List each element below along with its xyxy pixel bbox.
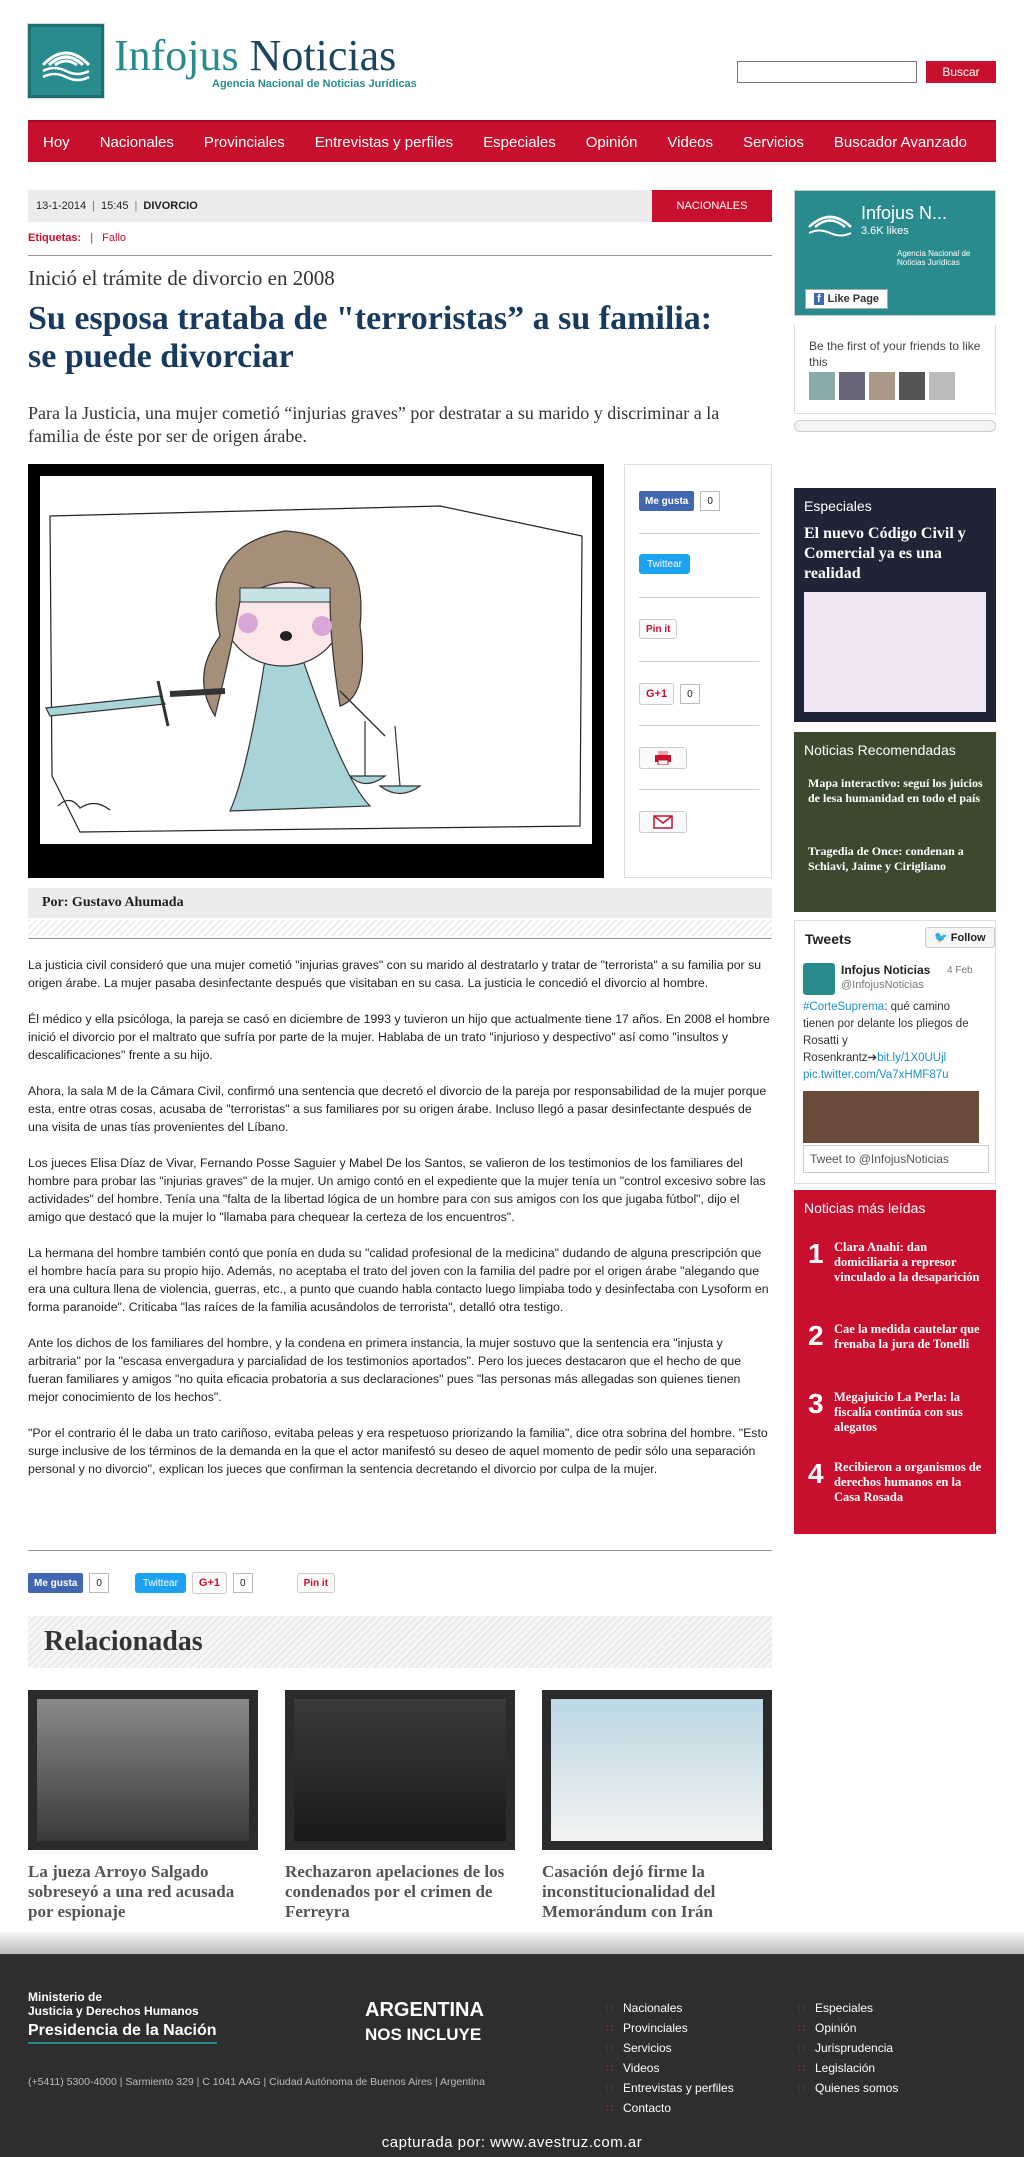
related-card-title[interactable]: La jueza Arroyo Salgado sobreseyó a una red acusada por espionaje	[28, 1862, 235, 1921]
divider	[28, 938, 772, 939]
avatar[interactable]	[839, 372, 865, 400]
especiales-image[interactable]	[804, 592, 986, 712]
footer-link[interactable]: ∷ Especiales	[798, 1998, 898, 2018]
meta-separator: |	[134, 200, 138, 212]
footer-link[interactable]: ∷ Quienes somos	[798, 2078, 898, 2098]
footer-address: (+5411) 5300-4000 | Sarmiento 329 | C 1041 AAG | Ciudad Autónoma de Buenos Aires | Argentina	[28, 2076, 485, 2088]
especiales-title: Especiales	[804, 498, 872, 514]
related-card[interactable]	[542, 1690, 772, 1922]
article-tags	[28, 232, 126, 244]
article-author: Por: Gustavo Ahumada	[28, 888, 772, 918]
footer-links-col-2	[798, 1998, 898, 2098]
site-title[interactable]: Infojus Noticias	[114, 31, 397, 80]
gplus-button[interactable]: G+1	[639, 683, 674, 705]
tweet-body: : qué camino tienen por delante los pliegos de Rosatti y Rosenkrantz➔	[803, 1001, 969, 1064]
recomendadas-box	[794, 732, 996, 912]
mas-leidas-item[interactable]: Cae la medida cautelar que frenaba la jura de Tonelli	[834, 1322, 980, 1351]
article-paragraph: "Por el contrario él le daba un trato cariñoso, evitaba peleas y era respetuoso priorizando la familia", dice otra sobrina del hombre. "Esto surge inclusive de los términos de la demanda en la que el actor manifestó su deseo de aquel momento de pedir sólo una separación personal y no divorcio", explican los jueces que confirman la sentencia decretando el divorcio por culpa de la mujer.	[28, 1426, 768, 1476]
nav-item-servicios[interactable]: Servicios	[743, 133, 804, 151]
footer-link[interactable]: ∷ Jurisprudencia	[798, 2038, 898, 2058]
article-meta	[28, 190, 652, 222]
pinterest-row	[639, 619, 677, 639]
facebook-page-subtitle: Agencia Nacional de Noticias Jurídicas	[897, 249, 971, 267]
email-button[interactable]	[639, 811, 687, 833]
meta-separator: |	[92, 200, 96, 212]
rank-number: 1	[808, 1238, 824, 1269]
nav-item-provinciales[interactable]: Provinciales	[203, 133, 285, 151]
site-subtitle: Agencia Nacional de Noticias Jurídicas	[212, 78, 417, 90]
nav-item-entrevistas[interactable]: Entrevistas y perfiles	[314, 133, 454, 151]
rank-number: 4	[808, 1458, 824, 1489]
article-illustration	[28, 464, 604, 878]
gplus-row	[639, 683, 700, 705]
tweet-compose-input[interactable]: Tweet to @InfojusNoticias	[803, 1145, 989, 1173]
decorative-hatch	[28, 920, 772, 936]
article-headline: Su esposa trataba de "terroristas” a su familia: se puede divorciar	[28, 300, 713, 375]
tweet-text	[803, 999, 979, 1084]
tweet-date[interactable]: 4 Feb	[947, 965, 973, 976]
mas-leidas-item[interactable]: Megajuicio La Perla: la fiscalía continúa con sus alegatos	[834, 1390, 963, 1434]
facebook-page-name[interactable]: Infojus N...	[861, 203, 948, 223]
tweet-author-name[interactable]: Infojus Noticias	[841, 963, 931, 977]
article-body	[28, 956, 772, 1496]
footer-shadow	[0, 1932, 1024, 1954]
mas-leidas-item[interactable]: Recibieron a organismos de derechos humanos en la Casa Rosada	[834, 1460, 982, 1504]
footer-link[interactable]: ∷ Contacto	[606, 2098, 734, 2118]
related-image[interactable]	[542, 1690, 772, 1850]
nav-item-nacionales[interactable]: Nacionales	[99, 133, 174, 151]
nav-item-hoy[interactable]: Hoy	[43, 133, 70, 151]
footer-link[interactable]: ∷ Videos	[606, 2058, 734, 2078]
related-card-title[interactable]: Casación dejó firme la inconstitucionalidad del Memorándum con Irán	[542, 1862, 716, 1921]
footer-link[interactable]: ∷ Legislación	[798, 2058, 898, 2078]
twitter-follow-label: Follow	[950, 932, 986, 944]
article-kicker: Inició el trámite de divorcio en 2008	[28, 266, 335, 290]
recomendadas-item[interactable]: Tragedia de Once: condenan a Schiavi, Jaime y Cirigliano	[808, 844, 964, 873]
article-date: 13-1-2014	[36, 200, 87, 212]
footer-link[interactable]: ∷ Opinión	[798, 2018, 898, 2038]
facebook-friends-text: Be the first of your friends to like this	[809, 339, 981, 369]
pin-it-button[interactable]: Pin it	[297, 1573, 335, 1593]
divider	[639, 533, 759, 534]
footer-link[interactable]: ∷ Entrevistas y perfiles	[606, 2078, 734, 2098]
site-logo[interactable]	[28, 24, 104, 98]
search-button[interactable]: Buscar	[926, 61, 996, 83]
facebook-like-button[interactable]: Me gusta	[639, 491, 694, 511]
footer-link[interactable]: ∷ Nacionales	[606, 1998, 734, 2018]
tweet-link[interactable]: bit.ly/1X0UUjl	[877, 1052, 947, 1064]
footer-links-col-1	[606, 1998, 734, 2118]
envelope-icon	[653, 815, 673, 829]
mas-leidas-box	[794, 1190, 996, 1534]
recomendadas-title: Noticias Recomendadas	[804, 742, 956, 758]
logo-emblem-icon	[805, 205, 855, 245]
facebook-like-button[interactable]: Me gusta	[28, 1573, 83, 1593]
divider	[639, 661, 759, 662]
argentina-line-2: NOS INCLUYE	[365, 2025, 482, 2044]
divider	[28, 1550, 772, 1551]
avatar[interactable]	[809, 372, 835, 400]
twitter-follow-button[interactable]	[925, 927, 995, 948]
tweet-image[interactable]	[803, 1091, 979, 1143]
article-time: 15:45	[101, 200, 129, 212]
justice-drawing-icon	[40, 476, 592, 844]
ministry-line-2: Justicia y Derechos Humanos	[28, 2004, 199, 2018]
rank-number: 2	[808, 1320, 824, 1351]
search-input[interactable]	[737, 61, 917, 83]
argentina-line-1: ARGENTINA	[365, 1999, 484, 2021]
illustration-canvas	[40, 476, 592, 844]
nav-item-opinion[interactable]: Opinión	[585, 133, 638, 151]
article-paragraph: La hermana del hombre también contó que ponía en duda su "calidad profesional de la medicina" dudando de alguna prescripción que el hombre hacía para su propio hijo. Además, no aceptaba el trato del joven con la familia del padre por el origen árabe "alegando que era una cultura llena de violencia, guerras, etc., a punto que cuando habla contacto luego limpiaba todo y desinfectaba con Lysoform en forma paranoide". Criticaba "las raíces de la familia acusándolos de terrorista", detalló otra testigo.	[28, 1246, 769, 1314]
related-card[interactable]	[28, 1690, 258, 1922]
nav-item-videos[interactable]: Videos	[667, 133, 714, 151]
tags-label: Etiquetas:	[28, 232, 82, 244]
presidencia-logo[interactable]: Presidencia de la Nación	[28, 2022, 217, 2044]
mas-leidas-title: Noticias más leídas	[804, 1200, 926, 1216]
avatar[interactable]	[929, 372, 955, 400]
divider	[639, 789, 759, 790]
share-bar-bottom	[28, 1572, 335, 1594]
article-lead: Para la Justicia, una mujer cometió “injurias graves” por destratar a su marido y discriminar a la familia de éste por ser de origen árabe.	[28, 403, 720, 446]
facebook-widget-scrollbar[interactable]	[794, 420, 996, 432]
facebook-friends-avatars	[809, 372, 959, 400]
facebook-f-icon: f	[814, 293, 824, 305]
tweet-avatar[interactable]	[803, 963, 835, 995]
logo-emblem-icon	[39, 35, 93, 89]
main-nav	[28, 120, 996, 162]
tweet-button[interactable]: Twittear	[135, 1573, 186, 1593]
avatar[interactable]	[869, 372, 895, 400]
related-image[interactable]	[285, 1690, 515, 1850]
nav-item-especiales[interactable]: Especiales	[483, 133, 556, 151]
site-footer	[0, 1954, 1024, 2157]
especiales-box[interactable]	[794, 488, 996, 722]
article-paragraph: Él médico y ella psicóloga, la pareja se casó en diciembre de 1993 y tuvieron un hijo que actualmente tiene 17 años. En 2008 el hombre inició el divorcio por el maltrato que sufría por parte de la mujer. Hablaba de un trato "injurioso y despectivo" así como "insultos y descalificaciones" frente a su hijo.	[28, 1012, 770, 1062]
mas-leidas-item[interactable]: Clara Anahí: dan domiciliaria a represor vinculado a la desaparición	[834, 1240, 980, 1284]
article-category: DIVORCIO	[143, 200, 198, 212]
rank-number: 3	[808, 1388, 824, 1419]
related-card-title[interactable]: Rechazaron apelaciones de los condenados por el crimen de Ferreyra	[285, 1862, 505, 1921]
article-paragraph: Ahora, la sala M de la Cámara Civil, confirmó una sentencia que decretó el divorcio de la pareja por responsabilidad de la mujer porque esta, entre otras cosas, acusaba de "terroristas" a sus familiares por su origen árabe. Incluso llegó a pasar desinfectante después de una visita de unas tías provenientes del Líbano.	[28, 1084, 767, 1134]
tweet-author-handle[interactable]: @InfojusNoticias	[841, 979, 924, 991]
divider	[639, 725, 759, 726]
related-header	[28, 1616, 772, 1668]
facebook-page-widget[interactable]	[794, 190, 996, 316]
gplus-count: 0	[680, 684, 700, 704]
divider	[639, 597, 759, 598]
divider	[28, 255, 772, 256]
capture-credit: capturada por: www.avestruz.com.ar	[381, 2134, 643, 2151]
tags-separator: |	[90, 232, 94, 244]
tweet-pic-link[interactable]: pic.twitter.com/Va7xHMF87u	[803, 1069, 949, 1081]
avatar[interactable]	[899, 372, 925, 400]
facebook-page-likes: 3.6K likes	[861, 225, 909, 237]
pin-it-button[interactable]: Pin it	[639, 619, 677, 639]
twitter-row	[639, 554, 690, 574]
twitter-bird-icon: 🐦	[934, 932, 948, 944]
related-card[interactable]	[285, 1690, 515, 1922]
related-title: Relacionadas	[44, 1626, 203, 1657]
tag-link[interactable]: Fallo	[102, 232, 127, 244]
facebook-like-count: 0	[89, 1573, 109, 1593]
tweets-title: Tweets	[805, 931, 852, 947]
facebook-like-page-button[interactable]	[805, 289, 888, 309]
especiales-headline[interactable]: El nuevo Código Civil y Comercial ya es una realidad	[804, 525, 966, 582]
article-paragraph: Ante los dichos de los familiares del hombre, y la condena en primera instancia, la mujer sostuvo que la sentencia era "injusta y arbitraria" por la "escasa envergadura y parcialidad de los testimonios aportados". Pero los jueces destacaron que el hecho de que fueran familiares y amigos "no quita eficacia probatoria a sus declaraciones" pues "las personas más allegadas son quienes tienen mejor conocimiento de los hechos".	[28, 1336, 742, 1404]
facebook-friends-box	[794, 324, 996, 414]
facebook-like-row	[639, 491, 720, 511]
related-image[interactable]	[28, 1690, 258, 1850]
printer-icon	[654, 751, 672, 765]
print-row	[639, 747, 687, 769]
article-paragraph: La justicia civil consideró que una mujer cometió "injurias graves" con su marido al destratarlo y tratar de "terrorista" a su familia por su origen árabe. La mujer pasaba desinfectante después que visitaban en su casa. La justicia le concedió el divorcio al hombre.	[28, 958, 762, 990]
article-paragraph: Los jueces Elisa Díaz de Vivar, Fernando Posse Saguier y Mabel De los Santos, se valieron de los testimonios de los familiares del hombre para probar las "injurias graves" de la mujer. Un amigo contó en el expediente que la mujer tenía un "control excesivo sobre las actividades" del hombre. Tenía una "falta de la libertad lógica de un hombre para con sus amigos con los que jugaba fútbol", dijo el amigo que destacó que la mujer lo "llamaba para chequear la certeza de los encuentros".	[28, 1156, 766, 1224]
footer-link[interactable]: ∷ Provinciales	[606, 2018, 734, 2038]
recomendadas-item[interactable]: Mapa interactivo: seguí los juicios de lesa humanidad en todo el país	[808, 776, 983, 805]
tweet-button[interactable]: Twittear	[639, 554, 690, 574]
gplus-button[interactable]: G+1	[192, 1572, 227, 1594]
nav-item-buscador[interactable]: Buscador Avanzado	[833, 133, 968, 151]
print-button[interactable]	[639, 747, 687, 769]
ministry-line-1: Ministerio de	[28, 1990, 103, 2004]
share-sidebar	[624, 464, 772, 878]
ministry-name	[28, 1990, 199, 2018]
email-row	[639, 811, 687, 833]
facebook-like-page-label: Like Page	[827, 293, 880, 305]
argentina-logo	[365, 1998, 484, 2047]
twitter-timeline	[794, 920, 996, 1184]
tweet-hashtag[interactable]: #CorteSuprema	[803, 1001, 885, 1013]
footer-link[interactable]: ∷ Servicios	[606, 2038, 734, 2058]
facebook-like-count: 0	[700, 491, 720, 511]
section-badge[interactable]: NACIONALES	[652, 190, 772, 222]
gplus-count: 0	[233, 1573, 253, 1593]
